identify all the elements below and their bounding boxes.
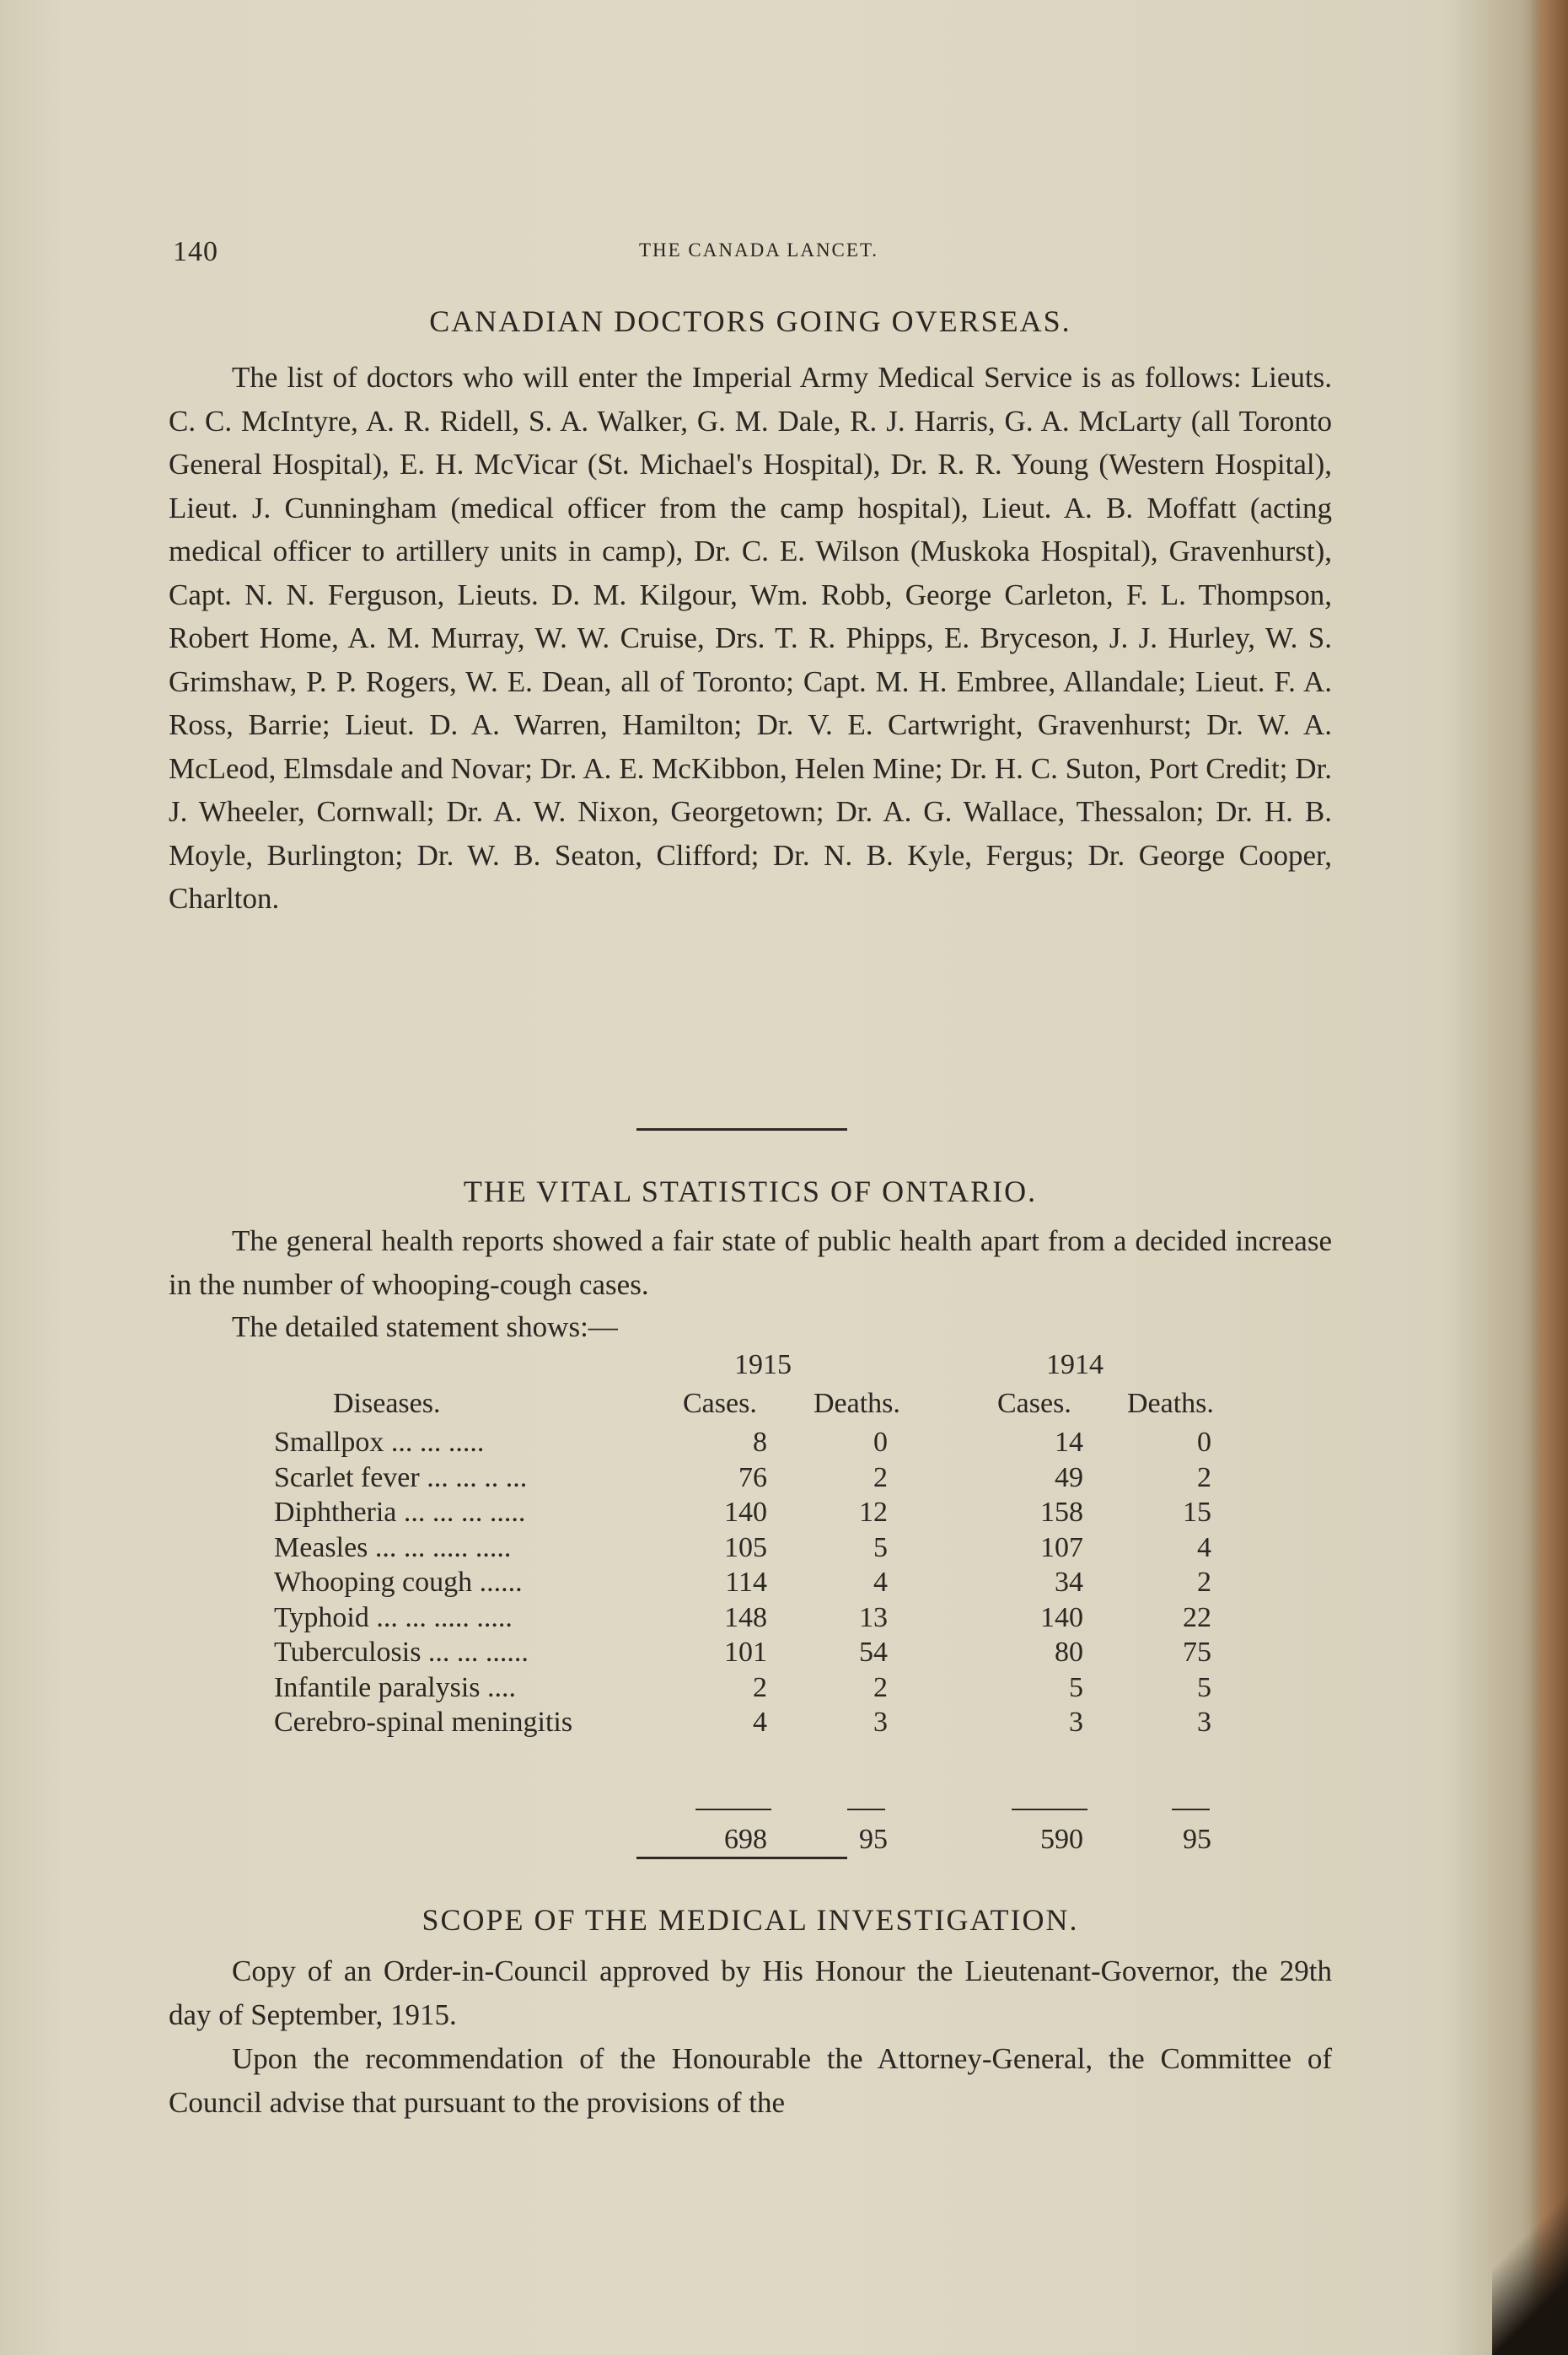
section-divider-rule xyxy=(636,1128,847,1131)
section-title-scope: SCOPE OF THE MEDICAL INVESTIGATION. xyxy=(422,1903,1079,1937)
running-head: THE CANADA LANCET. xyxy=(638,239,879,261)
deaths-1915: 54 xyxy=(859,1637,888,1668)
deaths-1914: 3 xyxy=(1197,1707,1211,1738)
table-header-row xyxy=(274,1388,1269,1423)
cases-1915: 140 xyxy=(724,1497,767,1528)
deaths-1914: 0 xyxy=(1197,1427,1211,1458)
table-row xyxy=(274,1567,1269,1602)
section-divider-rule xyxy=(636,1857,847,1859)
table-totals-row xyxy=(274,1809,1269,1859)
deaths-1915: 12 xyxy=(859,1497,888,1528)
cases-1915: 2 xyxy=(753,1671,767,1703)
table-row xyxy=(274,1602,1269,1637)
disease-name: Measles ... ... ..... ..... xyxy=(274,1531,512,1563)
cases-1914: 14 xyxy=(1055,1427,1083,1458)
col-cases-1914: Cases. xyxy=(997,1388,1071,1419)
col-diseases: Diseases. xyxy=(333,1388,441,1419)
deaths-1914: 15 xyxy=(1183,1497,1211,1528)
cases-1914: 34 xyxy=(1055,1567,1083,1598)
order-in-council-paragraph xyxy=(169,1949,1332,2036)
page-corner-shadow xyxy=(1492,2136,1568,2355)
total-rule-deaths-1915 xyxy=(847,1809,885,1810)
cases-1914: 5 xyxy=(1069,1671,1083,1703)
doctors-list-text: The list of doctors who will enter the Imperial Army Medical Service is as follows: Lieuts. C. C. McIntyre, A. R. Ridell, S. A. Walker, G. M. Dale, R. J. Harris, G. A. McLarty (all Toronto General Hospital), E. H. McVicar (St. Michael's Hospital), Dr. R. R. Young (Western Hospital), Lieut. J. Cunningham (medical officer from the camp hospital), Lieut. A. B. Moffatt (acting medical officer to artillery units in camp), Dr. C. E. Wilson (Muskoka Hospital), Gravenhurst), Capt. N. N. Ferguson, Lieuts. D. M. Kilgour, Wm. Robb, George Carleton, F. L. Thompson, Robert Home, A. M. Murray, W. W. Cruise, Drs. T. R. Phipps, E. Bryceson, J. J. Hurley, W. S. Grimshaw, P. P. Rogers, W. E. Dean, all of Toronto; Capt. M. H. Embree, Allandale; Lieut. F. A. Ross, Barrie; Lieut. D. A. Warren, Hamilton; Dr. V. E. Cartwright, Gravenhurst; Dr. W. A. McLeod, Elmsdale and Novar; Dr. A. E. McKibbon, Helen Mine; Dr. H. C. Suton, Port Credit; Dr. J. Wheeler, Cornwall; Dr. A. W. Nixon, Georgetown; Dr. A. G. Wallace, Thessalon; Dr. H. B. Moyle, Burlington; Dr. W. B. Seaton, Clifford; Dr. N. B. Kyle, Fergus; Dr. George Cooper, Charlton. xyxy=(169,361,1332,915)
deaths-1915: 2 xyxy=(873,1461,888,1493)
table-row xyxy=(274,1672,1269,1707)
col-deaths-1914: Deaths. xyxy=(1127,1388,1214,1419)
disease-name: Typhoid ... ... ..... ..... xyxy=(274,1601,513,1633)
total-rule-cases-1915 xyxy=(695,1809,771,1810)
disease-name: Infantile paralysis .... xyxy=(274,1671,517,1703)
total-deaths-1914: 95 xyxy=(1183,1824,1211,1855)
disease-name: Diphtheria ... ... ... ..... xyxy=(274,1497,526,1528)
table-row xyxy=(274,1462,1269,1497)
page-header xyxy=(173,236,1345,278)
cases-1915: 76 xyxy=(738,1461,767,1493)
deaths-1914: 5 xyxy=(1197,1671,1211,1703)
cases-1915: 101 xyxy=(724,1637,767,1668)
vital-statistics-lead-text: The detailed statement shows:— xyxy=(232,1310,618,1343)
cases-1914: 3 xyxy=(1069,1707,1083,1738)
deaths-1915: 0 xyxy=(873,1427,888,1458)
table-row xyxy=(274,1497,1269,1532)
disease-name: Smallpox ... ... ..... xyxy=(274,1427,485,1458)
deaths-1915: 3 xyxy=(873,1707,888,1738)
cases-1915: 148 xyxy=(724,1601,767,1633)
vital-statistics-lead xyxy=(169,1305,1332,1349)
col-deaths-1915: Deaths. xyxy=(814,1388,900,1419)
cases-1914: 49 xyxy=(1055,1461,1083,1493)
deaths-1915: 2 xyxy=(873,1671,888,1703)
total-rule-deaths-1914 xyxy=(1172,1809,1210,1810)
deaths-1915: 5 xyxy=(873,1531,888,1563)
disease-name: Whooping cough ...... xyxy=(274,1567,523,1598)
section-title-doctors: CANADIAN DOCTORS GOING OVERSEAS. xyxy=(429,304,1071,338)
cases-1914: 80 xyxy=(1055,1637,1083,1668)
cases-1914: 140 xyxy=(1040,1601,1083,1633)
table-row xyxy=(274,1707,1269,1742)
table-row xyxy=(274,1427,1269,1462)
total-deaths-1915: 95 xyxy=(859,1824,888,1855)
disease-name: Cerebro-spinal meningitis xyxy=(274,1707,573,1738)
disease-name: Scarlet fever ... ... .. ... xyxy=(274,1461,528,1493)
deaths-1914: 4 xyxy=(1197,1531,1211,1563)
table-row xyxy=(274,1532,1269,1567)
cases-1915: 4 xyxy=(753,1707,767,1738)
year-1915-heading: 1915 xyxy=(734,1349,792,1380)
deaths-1914: 2 xyxy=(1197,1461,1211,1493)
deaths-1915: 4 xyxy=(873,1567,888,1598)
deaths-1915: 13 xyxy=(859,1601,888,1633)
cases-1915: 114 xyxy=(725,1567,767,1598)
recommendation-text: Upon the recommendation of the Honourable the Attorney-General, the Committee of Council advise that pursuant to the provisions of the xyxy=(169,2042,1332,2119)
cases-1914: 158 xyxy=(1040,1497,1083,1528)
table-body xyxy=(274,1427,1269,1742)
deaths-1914: 2 xyxy=(1197,1567,1211,1598)
total-rule-cases-1914 xyxy=(1012,1809,1087,1810)
cases-1915: 8 xyxy=(753,1427,767,1458)
total-cases-1915: 698 xyxy=(724,1824,767,1855)
total-cases-1914: 590 xyxy=(1040,1824,1083,1855)
cases-1914: 107 xyxy=(1040,1531,1083,1563)
table-row xyxy=(274,1637,1269,1672)
cases-1915: 105 xyxy=(724,1531,767,1563)
deaths-1914: 75 xyxy=(1183,1637,1211,1668)
vital-statistics-intro-text: The general health reports showed a fair state of public health apart from a decided increase in the number of whooping-cough cases. xyxy=(169,1224,1332,1301)
recommendation-paragraph xyxy=(169,2037,1332,2124)
disease-name: Tuberculosis ... ... ...... xyxy=(274,1637,529,1668)
doctors-list-paragraph xyxy=(169,356,1332,921)
page-number: 140 xyxy=(173,236,218,267)
vital-statistics-intro xyxy=(169,1219,1332,1306)
year-1914-heading: 1914 xyxy=(1046,1349,1104,1380)
book-spine-edge xyxy=(1529,0,1568,2355)
section-title-vital-statistics: THE VITAL STATISTICS OF ONTARIO. xyxy=(463,1175,1038,1208)
deaths-1914: 22 xyxy=(1183,1601,1211,1633)
order-in-council-text: Copy of an Order-in-Council approved by His Honour the Lieutenant-Governor, the 29th day of September, 1915. xyxy=(169,1954,1332,2031)
col-cases-1915: Cases. xyxy=(683,1388,757,1419)
